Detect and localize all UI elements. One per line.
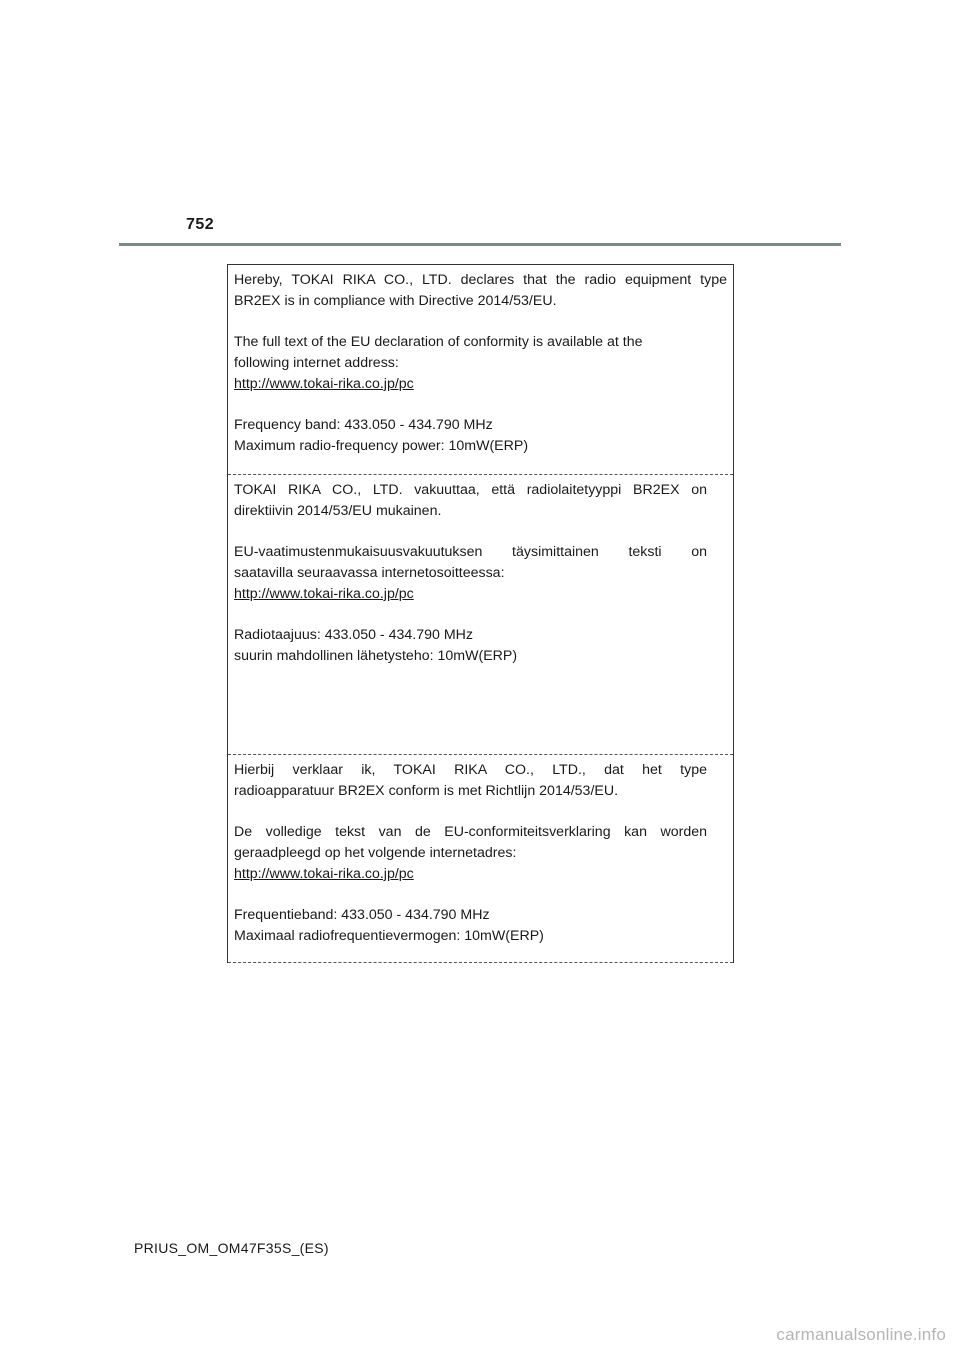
- document-code: PRIUS_OM_OM47F35S_(ES): [134, 1240, 329, 1256]
- header-rule: [119, 243, 841, 246]
- page-number: 752: [186, 216, 215, 233]
- declaration-link[interactable]: http://www.tokai-rika.co.jp/pc: [234, 866, 414, 882]
- fulltext-line-2: following internet address:: [234, 355, 399, 371]
- watermark: carmanualsonline.info: [776, 1325, 946, 1344]
- intro-line-2: BR2EX is in compliance with Directive 2014/53/EU.: [234, 293, 557, 309]
- declaration-section-dutch: [228, 755, 733, 963]
- frequency-band: Radiotaajuus: 433.050 - 434.790 MHz: [234, 627, 473, 643]
- max-power: suurin mahdollinen lähetysteho: 10mW(ERP): [234, 648, 518, 664]
- declaration-section-english: [228, 265, 733, 475]
- max-power: Maximum radio-frequency power: 10mW(ERP): [234, 438, 529, 454]
- intro-line-1: Hereby, TOKAI RIKA CO., LTD. declares that the radio equipment type: [234, 272, 727, 288]
- intro-line-2: radioapparatuur BR2EX conform is met Richtlijn 2014/53/EU.: [234, 783, 619, 799]
- declaration-box: [227, 264, 734, 963]
- fulltext-line-2: saatavilla seuraavassa internetosoitteessa:: [234, 565, 505, 581]
- fulltext-line-2: geraadpleegd op het volgende internetadres:: [234, 845, 517, 861]
- frequency-band: Frequentieband: 433.050 - 434.790 MHz: [234, 907, 490, 923]
- max-power: Maximaal radiofrequentievermogen: 10mW(ERP): [234, 928, 544, 944]
- fulltext-line-1: The full text of the EU declaration of conformity is available at the: [234, 334, 643, 350]
- declaration-link[interactable]: http://www.tokai-rika.co.jp/pc: [234, 586, 414, 602]
- intro-line-1: TOKAI RIKA CO., LTD. vakuuttaa, että radiolaitetyyppi BR2EX on: [234, 482, 707, 498]
- declaration-link[interactable]: http://www.tokai-rika.co.jp/pc: [234, 376, 414, 392]
- fulltext-line-1: De volledige tekst van de EU-conformiteitsverklaring kan worden: [234, 824, 707, 840]
- declaration-section-finnish: [228, 475, 733, 755]
- intro-line-1: Hierbij verklaar ik, TOKAI RIKA CO., LTD., dat het type: [234, 762, 707, 778]
- intro-line-2: direktiivin 2014/53/EU mukainen.: [234, 503, 442, 519]
- fulltext-line-1: EU-vaatimustenmukaisuusvakuutuksen täysimittainen teksti on: [234, 544, 707, 560]
- frequency-band: Frequency band: 433.050 - 434.790 MHz: [234, 417, 493, 433]
